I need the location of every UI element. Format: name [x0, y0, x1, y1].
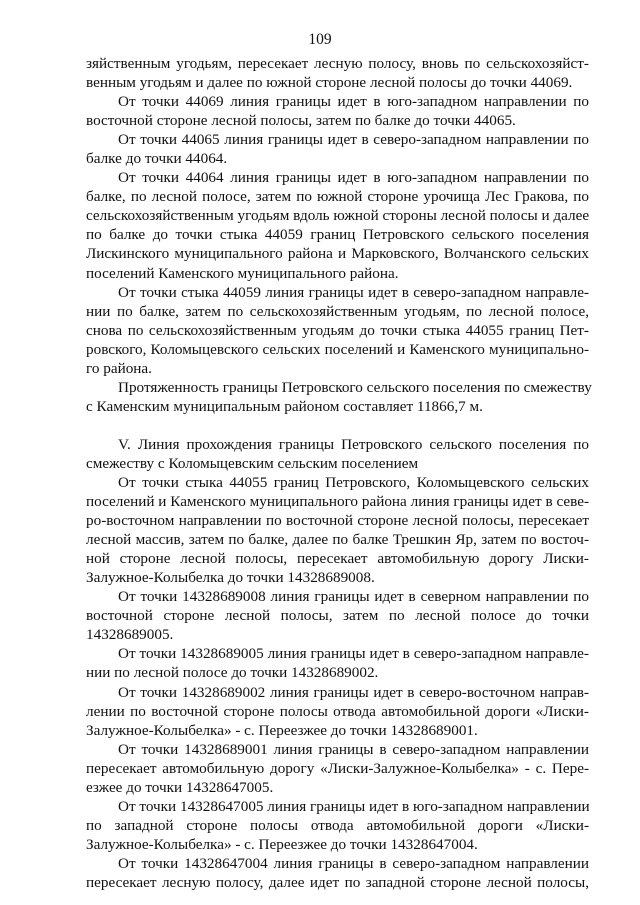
- text-line: по балке до точки стыка 44059 границ Петровского сельского поселения: [86, 226, 589, 244]
- text-line: V. Линия прохождения границы Петровского сельского поселения по: [118, 435, 589, 453]
- text-line: снова по сельскохозяйственным угодьям до точки стыка 44055 границ Пет-: [86, 321, 589, 339]
- paragraph: [86, 740, 589, 797]
- text-line: Протяженность границы Петровского сельского поселения по смежеству: [118, 378, 592, 396]
- text-line: От точки 44069 линия границы идет в юго-западном направлении по: [118, 93, 589, 111]
- page-number: 109: [308, 31, 332, 48]
- text-line: поселений Каменского муниципального района.: [86, 264, 399, 282]
- text-line: Залужное-Колыбелка» - с. Переезжее до точки 14328689001.: [86, 721, 478, 739]
- paragraph: [86, 54, 589, 92]
- text-line: восточной стороне лесной полосы, затем по балке до точки 44065.: [86, 112, 516, 130]
- paragraph: [86, 644, 589, 682]
- text-line: От точки 14328647004 линия границы в северо-западном направлении: [118, 854, 589, 872]
- paragraph: [86, 283, 589, 378]
- text-line: го района.: [86, 359, 152, 377]
- text-line: балке до точки 44064.: [86, 150, 228, 168]
- text-line: От точки 44064 линия границы идет в юго-западном направлении по: [118, 169, 589, 187]
- text-line: нии по лесной полосе до точки 14328689002.: [86, 664, 379, 682]
- paragraph: [86, 168, 589, 282]
- text-line: нии по балке, затем по сельскохозяйственным угодьям, по лесной полосе,: [86, 302, 589, 320]
- text-line: Залужное-Колыбелка» - с. Переезжее до точки 14328647004.: [86, 835, 478, 853]
- text-line: 14328689005.: [86, 626, 174, 644]
- text-line: восточной стороне лесной полосы, затем по лесной полосе до точки: [86, 607, 589, 625]
- text-line: ро-восточном направлении по восточной стороне лесной полосы, пересекает: [86, 512, 589, 530]
- paragraph: [86, 130, 589, 168]
- paragraph: [86, 797, 589, 854]
- text-line: От точки стыка 44059 линия границы идет в северо-западном направле-: [118, 283, 589, 301]
- paragraph: [86, 854, 589, 892]
- text-line: От точки 14328647005 линия границы идет в юго-западном направлении: [118, 797, 590, 815]
- text-line: сельскохозяйственным угодьям вдоль южной стороны лесной полосы и далее: [86, 207, 590, 225]
- text-line: по западной стороне полосы отвода автомобильной дороги «Лиски-: [86, 816, 589, 834]
- paragraph: [86, 378, 592, 416]
- text-line: Залужное-Колыбелка до точки 14328689008.: [86, 569, 375, 587]
- text-line: с Каменским муниципальным районом составляет 11866,7 м.: [86, 397, 483, 415]
- text-line: От точки 14328689005 линия границы идет в северо-западном направле-: [118, 645, 589, 663]
- text-line: От точки стыка 44055 границ Петровского, Коломыцевского сельских: [118, 473, 589, 491]
- text-line: Лискинского муниципального района и Марковского, Волчанского сельских: [86, 245, 589, 263]
- text-line: От точки 14328689001 линия границы в северо-западном направлении: [118, 740, 589, 758]
- text-line: езжее до точки 14328647005.: [86, 778, 274, 796]
- text-line: От точки 44065 линия границы идет в северо-западном направлении по: [118, 131, 589, 149]
- text-line: пересекает лесную полосу, далее идет по западной стороне лесной полосы,: [86, 873, 589, 891]
- text-line: От точки 14328689002 линия границы идет в северо-восточном направ-: [118, 683, 589, 701]
- paragraph: [86, 683, 589, 740]
- paragraph: [86, 587, 589, 644]
- paragraph: [86, 473, 589, 587]
- text-line: От точки 14328689008 линия границы идет в северном направлении по: [118, 588, 589, 606]
- text-line: балке, по лесной полосе, затем по южной стороне урочища Лес Гракова, по: [86, 188, 589, 206]
- text-line: лесной массив, затем по балке, далее по балке Трешкин Яр, затем по восточ-: [86, 531, 589, 549]
- text-line: пересекает автомобильную дорогу «Лиски-Залужное-Колыбелка» - с. Пере-: [86, 759, 589, 777]
- text-line: зяйственным угодьям, пересекает лесную полосу, вновь по сельскохозяйст-: [86, 55, 589, 72]
- paragraph: [86, 92, 589, 130]
- text-line: поселений и Каменского муниципального района линия границы идет в севе-: [86, 493, 589, 511]
- text-line: смежеству с Коломыцевским сельским поселением: [86, 454, 419, 472]
- section-spacer: [86, 416, 589, 435]
- text-line: ной стороне лесной полосы, пересекает автомобильную дорогу Лиски-: [86, 550, 589, 568]
- text-line: ровского, Коломыцевского сельских поселений и Каменского муниципально-: [86, 340, 589, 358]
- text-line: венным угодьям и далее по южной стороне лесной полосы до точки 44069.: [86, 74, 573, 92]
- section-heading: [86, 435, 589, 473]
- text-line: лении по восточной стороне полосы отвода автомобильной дороги «Лиски-: [86, 702, 589, 720]
- document-body: [86, 54, 592, 892]
